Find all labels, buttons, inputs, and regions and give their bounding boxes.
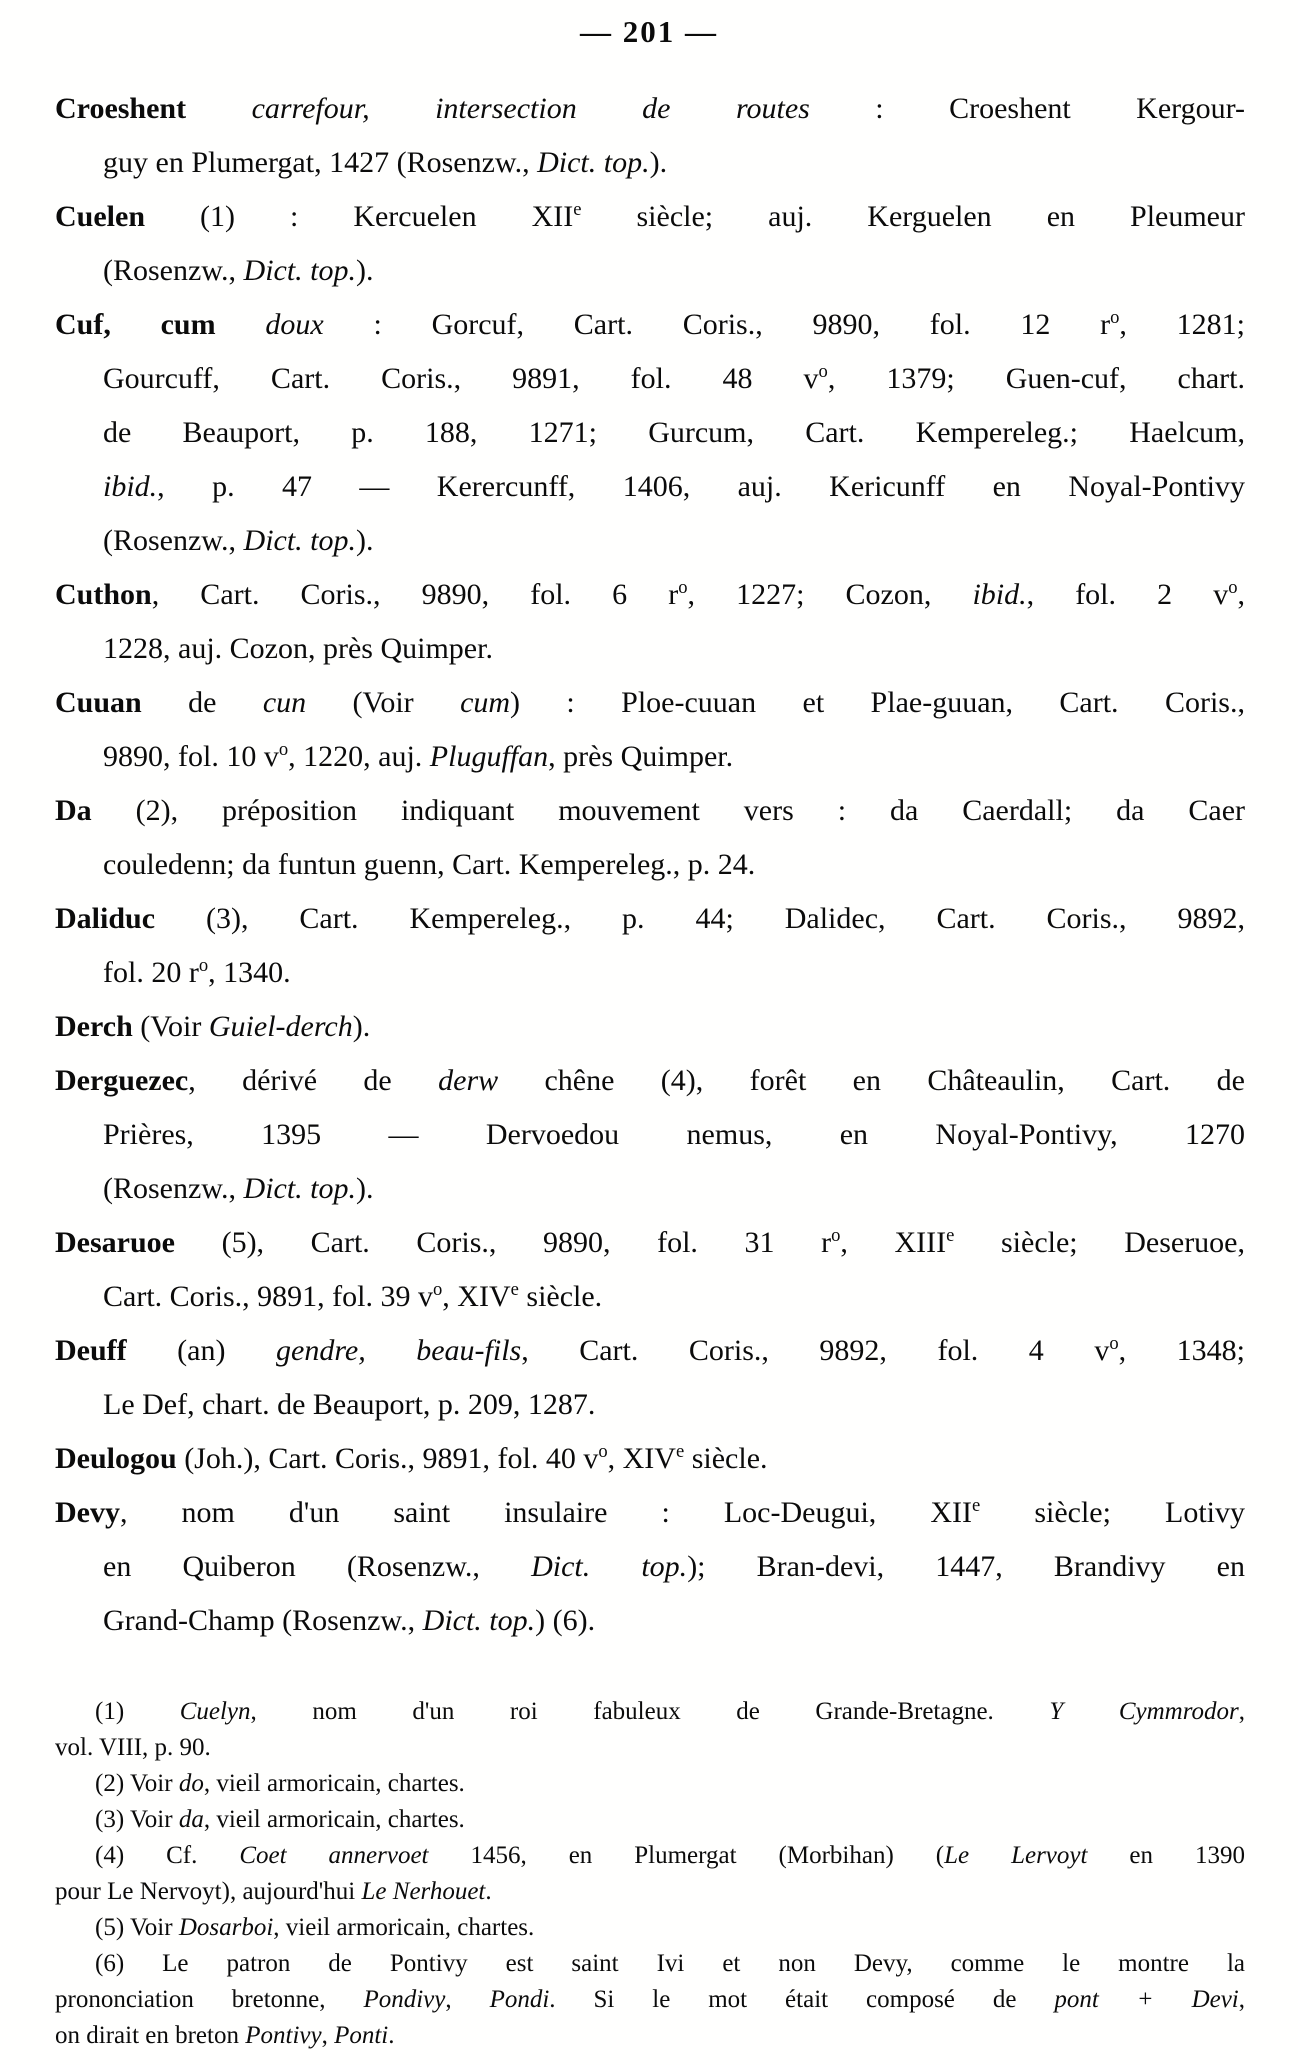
text-run: chêne (4), forêt en Châteaulin, Cart. de xyxy=(498,1064,1245,1097)
text-run: (Rosenzw., xyxy=(103,524,244,557)
text-run: ). xyxy=(356,1172,374,1205)
entry xyxy=(55,784,1245,892)
text-run: , vieil armoricain, chartes. xyxy=(203,1806,465,1833)
entry-line xyxy=(55,82,1245,136)
text-run: Cuelen xyxy=(55,200,145,233)
text-run: Coet annervoet xyxy=(239,1842,429,1869)
footnote xyxy=(55,1802,1245,1838)
entry-line xyxy=(55,892,1245,946)
text-run: , xyxy=(321,2022,335,2049)
text-run: ) : Ploe-cuuan et Plae-guuan, Cart. Coris., xyxy=(510,686,1245,719)
text-run: ) (6). xyxy=(535,1604,596,1637)
text-run: ). xyxy=(649,146,668,179)
entry-line xyxy=(55,1000,1245,1054)
text-run: Guiel-derch xyxy=(208,1010,353,1043)
text-run: (Voir xyxy=(132,1010,209,1043)
text-run: (1) xyxy=(95,1698,180,1725)
text-run: , nom d'un roi fabuleux de Grande-Bretagne. xyxy=(250,1698,1050,1725)
text-run: (6) Le patron de Pontivy est saint Ivi et non Devy, comme le montre la xyxy=(95,1950,1245,1977)
entry-line xyxy=(55,676,1245,730)
text-run: , p. 47 — Kerercunff, 1406, auj. Kericunff en Noyal-Pontivy xyxy=(157,470,1245,503)
footnote xyxy=(55,1694,1245,1766)
text-run: Grand-Champ (Rosenzw., xyxy=(103,1604,423,1637)
text-run: siècle. xyxy=(684,1442,768,1475)
text-run: couledenn; da funtun guenn, Cart. Kempereleg., p. 24. xyxy=(103,848,756,881)
footnote-line xyxy=(55,1730,1245,1766)
footnotes xyxy=(55,1694,1245,2054)
text-run: Pondivy xyxy=(363,1986,446,2013)
entry xyxy=(55,568,1245,676)
entry xyxy=(55,1000,1245,1054)
text-run: e xyxy=(573,199,582,220)
text-run: : Gorcuf, Cart. Coris., 9890, fol. 12 r xyxy=(323,308,1111,341)
text-run: (4) Cf. xyxy=(95,1842,240,1869)
text-run: Dict. top. xyxy=(243,254,357,287)
text-run: 1456, en Plumergat (Morbihan) ( xyxy=(428,1842,945,1869)
text-run: (5) Voir xyxy=(95,1914,179,1941)
text-run: , vieil armoricain, chartes. xyxy=(203,1770,465,1797)
entry xyxy=(55,82,1245,190)
entry-line xyxy=(55,514,1245,568)
text-run: o xyxy=(1228,577,1238,598)
text-run: Le Lervoyt xyxy=(944,1842,1088,1869)
text-run: (Joh.), Cart. Coris., 9891, fol. 40 v xyxy=(176,1442,599,1475)
text-run: , Cart. Coris., 9890, fol. 6 r xyxy=(151,578,679,611)
text-run: pont + Devi xyxy=(1054,1986,1239,2013)
text-run: , xyxy=(1237,578,1245,611)
text-run: 1228, auj. Cozon, près Quimper. xyxy=(103,632,493,665)
entry xyxy=(55,190,1245,298)
text-run: , 1281; xyxy=(1119,308,1245,341)
text-run: Cuf, cum xyxy=(55,308,216,341)
entry-line xyxy=(55,838,1245,892)
entry-line xyxy=(55,1540,1245,1594)
text-run: Pontivy xyxy=(245,2022,322,2049)
entry-line xyxy=(55,1216,1245,1270)
text-run: Cart. Coris., 9891, fol. 39 v xyxy=(103,1280,433,1313)
text-run: Croeshent xyxy=(55,92,252,125)
text-run: e xyxy=(510,1279,519,1300)
entry-line xyxy=(55,190,1245,244)
footnote-line xyxy=(55,1946,1245,1982)
text-run: Pluguffan xyxy=(429,740,549,773)
text-run: prononciation bretonne, xyxy=(55,1986,364,2013)
text-run: , dérivé de xyxy=(188,1064,439,1097)
entry-line xyxy=(55,352,1245,406)
page-number: — 201 — xyxy=(580,14,718,49)
text-run: siècle. xyxy=(518,1280,603,1313)
text-run: fol. 20 r xyxy=(103,956,199,989)
text-run: guy en Plumergat, 1427 (Rosenzw., xyxy=(103,146,538,179)
text-run: Le Nerhouet xyxy=(361,1878,486,1905)
entry-line xyxy=(55,1324,1245,1378)
text-run: (5), Cart. Coris., 9890, fol. 31 r xyxy=(174,1226,832,1259)
text-run: o xyxy=(433,1279,443,1300)
footnote xyxy=(55,1766,1245,1802)
text-run: Cuthon xyxy=(55,578,152,611)
text-run: , 1379; Guen-cuf, chart. xyxy=(827,362,1245,395)
text-run: Devy xyxy=(55,1496,120,1529)
text-run: Cuuan xyxy=(55,686,142,719)
text-run: Y Cymmrodor xyxy=(1049,1698,1239,1725)
entry-line xyxy=(55,1432,1245,1486)
text-run: (1) : Kercuelen XII xyxy=(145,200,574,233)
text-run: o xyxy=(818,361,828,382)
text-run: gendre, beau-fils xyxy=(276,1334,522,1367)
text-run: Pondi xyxy=(489,1986,550,2013)
text-run: o xyxy=(831,1225,841,1246)
text-run: (3) Voir xyxy=(95,1806,179,1833)
text-run: Derguezec xyxy=(55,1064,189,1097)
text-run: (3), Cart. Kempereleg., p. 44; Dalidec, Cart. Coris., 9892, xyxy=(155,902,1245,935)
text-run: . xyxy=(485,1878,492,1905)
text-run: de xyxy=(141,686,263,719)
entry-line xyxy=(55,946,1245,1000)
text-run: (Voir xyxy=(306,686,461,719)
text-run: de Beauport, p. 188, 1271; Gurcum, Cart. Kempereleg.; Haelcum, xyxy=(103,416,1245,449)
text-run: (2) Voir xyxy=(95,1770,179,1797)
text-run: : Croeshent Kergour- xyxy=(809,92,1245,125)
entry-line xyxy=(55,1162,1245,1216)
text-run: Dict. top. xyxy=(243,524,357,557)
text-run: ). xyxy=(352,1010,371,1043)
text-run: o xyxy=(198,955,209,976)
text-run: ibid. xyxy=(103,470,158,503)
entry xyxy=(55,892,1245,1000)
entry-line xyxy=(55,622,1245,676)
text-run: Ponti xyxy=(334,2022,389,2049)
text-run: Daliduc xyxy=(55,902,156,935)
text-run: e xyxy=(972,1495,981,1516)
text-run: Dosarboi xyxy=(178,1914,274,1941)
text-run: Derch xyxy=(55,1010,133,1043)
text-run: , XIV xyxy=(607,1442,676,1475)
text-run: Gourcuff, Cart. Coris., 9891, fol. 48 v xyxy=(103,362,819,395)
text-run: Le Def, chart. de Beauport, p. 209, 1287. xyxy=(103,1388,596,1421)
text-run: , xyxy=(1238,1698,1245,1725)
footnote-line xyxy=(55,1838,1245,1874)
text-run: (an) xyxy=(126,1334,276,1367)
text-run: (Rosenzw., xyxy=(103,1172,244,1205)
footnote xyxy=(55,1946,1245,2054)
entry-line xyxy=(55,730,1245,784)
footnote xyxy=(55,1838,1245,1910)
footnote-line xyxy=(55,1982,1245,2018)
footnote-line xyxy=(55,1694,1245,1730)
text-run: da xyxy=(178,1806,204,1833)
text-run: pour Le Nervoyt), aujourd'hui xyxy=(55,1878,362,1905)
entry-line xyxy=(55,460,1245,514)
text-run: Deulogou xyxy=(55,1442,177,1475)
text-run: on dirait en breton xyxy=(55,2022,246,2049)
footnote xyxy=(55,1910,1245,1946)
text-run: o xyxy=(1110,307,1120,328)
text-run: 9890, fol. 10 v xyxy=(103,740,279,773)
entry xyxy=(55,676,1245,784)
text-run: vol. VIII, p. 90. xyxy=(55,1734,211,1761)
text-run: , xyxy=(445,1986,490,2013)
text-run: (Rosenzw., xyxy=(103,254,244,287)
text-run: Dict. top. xyxy=(243,1172,357,1205)
entry xyxy=(55,1432,1245,1486)
text-run: , 1340. xyxy=(208,956,291,989)
text-run: ); Bran-devi, 1447, Brandivy en xyxy=(687,1550,1245,1583)
entry xyxy=(55,1324,1245,1432)
text-run: en Quiberon (Rosenzw., xyxy=(103,1550,532,1583)
text-run: . Si le mot était composé de xyxy=(549,1986,1055,2013)
text-run: , 1227; Cozon, xyxy=(687,578,973,611)
text-run: ). xyxy=(356,524,374,557)
text-run: Da xyxy=(55,794,92,827)
entry xyxy=(55,1486,1245,1648)
text-run: o xyxy=(1109,1333,1119,1354)
entry-line xyxy=(55,298,1245,352)
entry-line xyxy=(55,1486,1245,1540)
footnote-line xyxy=(55,1874,1245,1910)
text-run: siècle; Lotivy xyxy=(980,1496,1245,1529)
entry-line xyxy=(55,1378,1245,1432)
entry xyxy=(55,1216,1245,1324)
text-run: Deuff xyxy=(55,1334,127,1367)
footnote-line xyxy=(55,1910,1245,1946)
entry xyxy=(55,298,1245,568)
entry-line xyxy=(55,1270,1245,1324)
text-run: siècle; Deseruoe, xyxy=(954,1226,1245,1259)
text-run: , 1348; xyxy=(1118,1334,1245,1367)
footnote-line xyxy=(55,1766,1245,1802)
text-run: ). xyxy=(356,254,374,287)
footnote-line xyxy=(55,1802,1245,1838)
text-run: Prières, 1395 — Dervoedou nemus, en Noyal-Pontivy, 1270 xyxy=(103,1118,1245,1151)
text-run: . xyxy=(388,2022,395,2049)
dictionary-entries xyxy=(55,82,1245,1648)
text-run: carrefour, intersection de routes xyxy=(251,92,810,125)
text-run: derw xyxy=(438,1064,499,1097)
entry-line xyxy=(55,1054,1245,1108)
text-run: , Cart. Coris., 9892, fol. 4 v xyxy=(521,1334,1110,1367)
text-run: Dict. top. xyxy=(537,146,650,179)
text-run: Dict. top. xyxy=(531,1550,688,1583)
text-run: e xyxy=(946,1225,955,1246)
text-run: , nom d'un saint insulaire : Loc-Deugui, XII xyxy=(119,1496,972,1529)
text-run: Dict. top. xyxy=(422,1604,536,1637)
text-run: o xyxy=(278,739,289,760)
entry xyxy=(55,1054,1245,1216)
text-run: , xyxy=(1238,1986,1246,2013)
entry-line xyxy=(55,568,1245,622)
entry-line xyxy=(55,1594,1245,1648)
entry-line xyxy=(55,244,1245,298)
text-run: (2), préposition indiquant mouvement vers : da Caerdall; da Caer xyxy=(91,794,1245,827)
text-run: , 1220, auj. xyxy=(288,740,430,773)
entry-line xyxy=(55,136,1245,190)
text-run: , près Quimper. xyxy=(548,740,734,773)
text-run: Cuelyn xyxy=(179,1698,251,1725)
entry-line xyxy=(55,784,1245,838)
entry-line xyxy=(55,406,1245,460)
text-run: Desaruoe xyxy=(55,1226,175,1259)
text-run: o xyxy=(678,577,688,598)
text-run: e xyxy=(675,1441,685,1462)
text-run: cum xyxy=(460,686,511,719)
entry-line xyxy=(55,1108,1245,1162)
footnote-line xyxy=(55,2018,1245,2054)
text-run: siècle; auj. Kerguelen en Pleumeur xyxy=(581,200,1245,233)
text-run: cun xyxy=(262,686,307,719)
text-run: o xyxy=(598,1441,608,1462)
text-run: doux xyxy=(265,308,324,341)
text-run: en 1390 xyxy=(1087,1842,1245,1869)
text-run: do xyxy=(178,1770,204,1797)
text-run: , XIV xyxy=(442,1280,511,1313)
text-run: , XIII xyxy=(840,1226,947,1259)
text-run: , fol. 2 v xyxy=(1026,578,1229,611)
text-run: , vieil armoricain, chartes. xyxy=(273,1914,535,1941)
text-run xyxy=(216,308,266,341)
text-run: ibid. xyxy=(972,578,1027,611)
